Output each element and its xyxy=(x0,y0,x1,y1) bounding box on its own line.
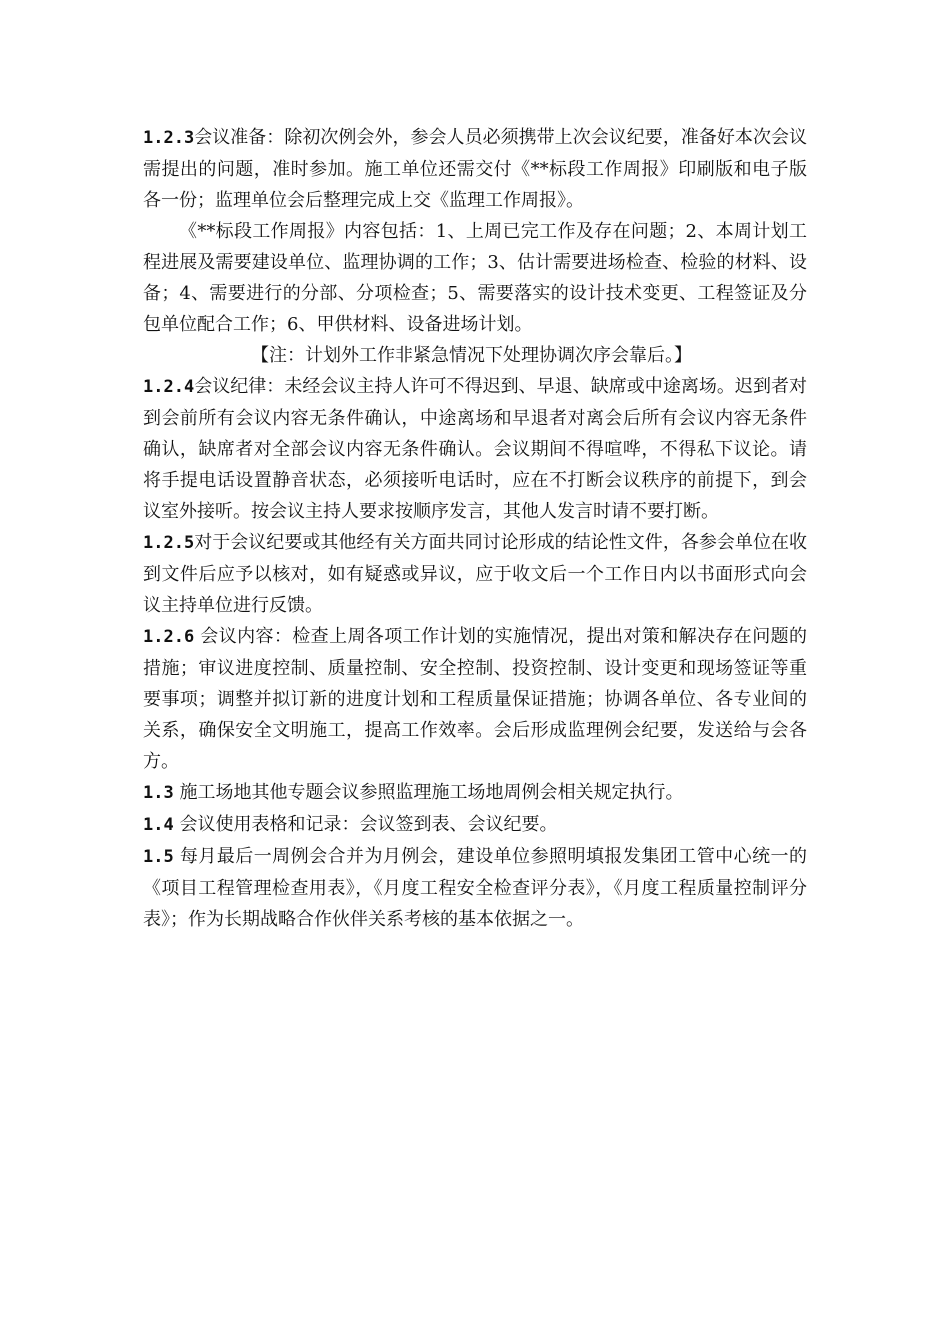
paragraph-1-3 xyxy=(143,777,807,809)
section-number: 1.4 xyxy=(143,815,174,835)
paragraph-text: 施工场地其他专题会议参照监理施工场地周例会相关规定执行。 xyxy=(173,782,684,803)
section-number: 1.5 xyxy=(143,847,174,867)
paragraph-1-5 xyxy=(143,841,807,935)
paragraph-text: 会议纪律：未经会议主持人许可不得迟到、早退、缺席或中途离场。迟到者对到会前所有会议内容无条件确认，中途离场和早退者对离会后所有会议内容无条件确认，缺席者对全部会议内容无条件确认。会议期间不得喧哗，不得私下议论。请将手提电话设置静音状态，必须接听电话时，应在不打断会议秩序的前提下，到会议室外接听。按会议主持人要求按顺序发言，其他人发言时请不要打断。 xyxy=(143,376,807,522)
paragraph-text: 每月最后一周例会合并为月例会，建设单位参照明填报发集团工管中心统一的《项目工程管理检查用表》，《月度工程安全检查评分表》，《月度工程质量控制评分表》；作为长期战略合作伙伴关系考核的基本依据之一。 xyxy=(143,846,807,930)
section-number: 1.2.6 xyxy=(143,627,195,647)
paragraph-text: 《**标段工作周报》内容包括：1、上周已完工作及存在问题；2、本周计划工程进展及需要建设单位、监理协调的工作；3、估计需要进场检查、检验的材料、设备；4、需要进行的分部、分项检查；5、需要落实的设计技术变更、工程签证及分包单位配合工作；6、甲供材料、设备进场计划。 xyxy=(143,221,807,335)
section-number: 1.2.4 xyxy=(143,377,195,397)
paragraph-text: 会议内容：检查上周各项工作计划的实施情况，提出对策和解决存在问题的措施；审议进度控制、质量控制、安全控制、投资控制、设计变更和现场签证等重要事项；调整并拟订新的进度计划和工程质量保证措施；协调各单位、各专业间的关系，确保安全文明施工，提高工作效率。会后形成监理例会纪要，发送给与会各方。 xyxy=(143,626,807,772)
paragraph-weekly-report-contents xyxy=(143,216,807,340)
paragraph-text: 对于会议纪要或其他经有关方面共同讨论形成的结论性文件，各参会单位在收到文件后应予以核对，如有疑惑或异议，应于收文后一个工作日内以书面形式向会议主持单位进行反馈。 xyxy=(143,532,807,616)
paragraph-1-2-4 xyxy=(143,371,807,527)
note-text: 【注：计划外工作非紧急情况下处理协调次序会靠后。】 xyxy=(251,345,692,366)
paragraph-1-2-3 xyxy=(143,122,807,216)
paragraph-1-4 xyxy=(143,809,807,841)
paragraph-text: 会议使用表格和记录：会议签到表、会议纪要。 xyxy=(173,814,558,835)
paragraph-1-2-6 xyxy=(143,621,807,777)
paragraph-text: 会议准备：除初次例会外，参会人员必须携带上次会议纪要，准备好本次会议需提出的问题，准时参加。施工单位还需交付《**标段工作周报》印刷版和电子版各一份；监理单位会后整理完成上交《监理工作周报》。 xyxy=(143,127,807,211)
paragraph-1-2-5 xyxy=(143,527,807,621)
section-number: 1.2.3 xyxy=(143,128,195,148)
section-number: 1.2.5 xyxy=(143,533,195,553)
note-paragraph xyxy=(143,340,807,371)
document-body xyxy=(143,122,807,935)
section-number: 1.3 xyxy=(143,783,174,803)
